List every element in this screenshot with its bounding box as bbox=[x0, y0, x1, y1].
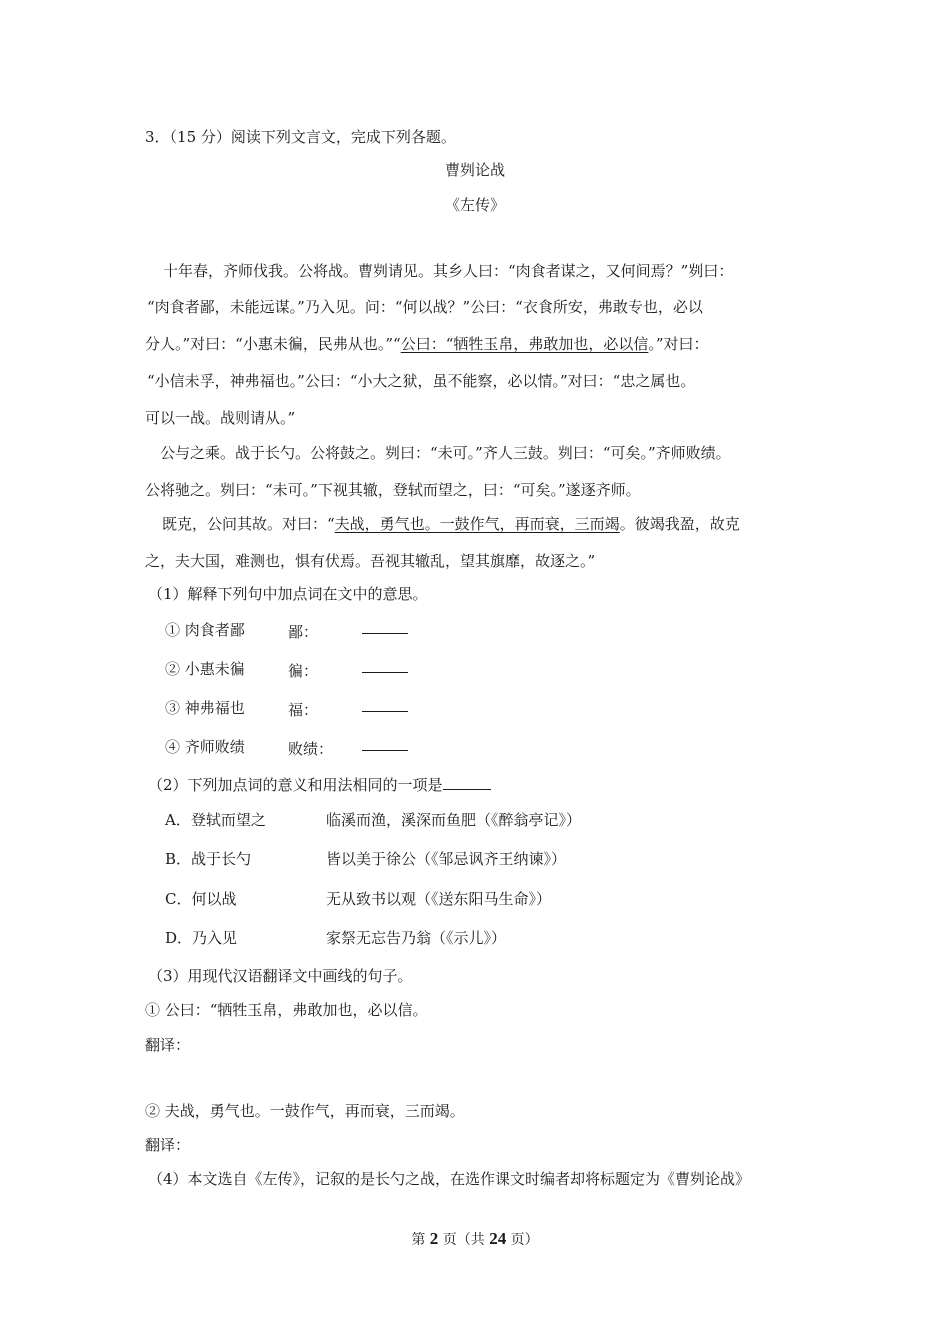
answer-blank[interactable] bbox=[443, 775, 491, 790]
q1-item bbox=[165, 737, 245, 757]
passage-text: 。彼竭我盈，故克 bbox=[619, 515, 740, 533]
q1-phrase: ④ 齐师败绩 bbox=[165, 738, 245, 756]
answer-blank[interactable] bbox=[362, 697, 408, 717]
q1-word: 败绩： bbox=[288, 740, 334, 758]
passage-line bbox=[162, 514, 740, 534]
q1-word: 福： bbox=[288, 701, 319, 719]
page-footer bbox=[0, 1229, 950, 1250]
footer-text: 第 bbox=[411, 1232, 430, 1248]
page-total: 24 bbox=[489, 1229, 507, 1248]
q1-item bbox=[165, 620, 245, 640]
passage-line: 之，夫大国，难测也，惧有伏焉。吾视其辙乱，望其旗靡，故逐之。” bbox=[145, 552, 596, 570]
q2-option-label: C．何以战 bbox=[165, 890, 237, 908]
passage-text: 分人。”对曰：“小惠未徧，民弗从也。”“ bbox=[145, 335, 401, 353]
q3-translate-label: 翻译： bbox=[145, 1136, 191, 1154]
q4-prompt: （4）本文选自《左传》，记叙的是长勺之战，在选作课文时编者却将标题定为《曹刿论战》 bbox=[148, 1170, 751, 1188]
question-intro: 3．（15 分）阅读下列文言文，完成下列各题。 bbox=[145, 128, 456, 146]
q2-option-compare: 临溪而渔，溪深而鱼肥（《醉翁亭记》） bbox=[326, 811, 582, 829]
q1-item bbox=[165, 659, 245, 679]
q3-translate-label: 翻译： bbox=[145, 1036, 191, 1054]
q1-phrase: ③ 神弗福也 bbox=[165, 699, 245, 717]
q1-phrase: ② 小惠未徧 bbox=[165, 660, 245, 678]
answer-blank[interactable] bbox=[362, 736, 408, 756]
passage-text: 既克，公问其故。对曰：“ bbox=[162, 515, 335, 533]
footer-text: 页（共 bbox=[438, 1232, 490, 1248]
q2-prompt bbox=[148, 775, 491, 795]
underlined-sentence-2: 夫战，勇气也。一鼓作气，再而衰，三而竭 bbox=[334, 515, 620, 533]
q3-sentence-2: ② 夫战，勇气也。一鼓作气，再而衰，三而竭。 bbox=[145, 1102, 465, 1120]
passage-line: 可以一战。战则请从。” bbox=[145, 409, 296, 427]
q1-word: 鄙： bbox=[288, 623, 319, 641]
q1-word: 徧： bbox=[288, 662, 319, 680]
q2-option-label: D．乃入见 bbox=[165, 929, 238, 947]
answer-blank[interactable] bbox=[362, 619, 408, 639]
passage-title: 曹刿论战 bbox=[444, 161, 505, 179]
page-number: 2 bbox=[429, 1229, 439, 1248]
q1-phrase: ① 肉食者鄙 bbox=[165, 621, 245, 639]
passage-line: 公与之乘。战于长勺。公将鼓之。刿曰：“未可。”齐人三鼓。刿曰：“可矣。”齐师败绩。 bbox=[160, 444, 731, 462]
passage-text: 。”对曰： bbox=[648, 335, 709, 353]
q2-option-compare: 皆以美于徐公（《邹忌讽齐王纳谏》） bbox=[326, 850, 567, 868]
passage-line bbox=[145, 334, 709, 354]
q2-option-label: A．登轼而望之 bbox=[165, 811, 266, 829]
q2-option-compare: 无从致书以观（《送东阳马生命》） bbox=[326, 890, 552, 908]
q2-prompt-text: （2）下列加点词的意义和用法相同的一项是 bbox=[148, 776, 443, 794]
passage-line: “肉食者鄙，未能远谋。”乃入见。问：“何以战？”公曰：“衣食所安，弗敢专也，必以 bbox=[147, 298, 703, 316]
footer-text: 页） bbox=[506, 1232, 539, 1248]
answer-blank[interactable] bbox=[362, 658, 408, 678]
q3-prompt: （3）用现代汉语翻译文中画线的句子。 bbox=[148, 967, 413, 985]
q3-sentence-1: ① 公曰：“牺牲玉帛，弗敢加也，必以信。 bbox=[145, 1001, 428, 1019]
passage-source: 《左传》 bbox=[444, 196, 505, 214]
q1-item bbox=[165, 698, 245, 718]
underlined-sentence-1: 公曰：“牺牲玉帛，弗敢加也，必以信 bbox=[400, 335, 649, 353]
passage-line: 公将驰之。刿曰：“未可。”下视其辙，登轼而望之，曰：“可矣。”遂逐齐师。 bbox=[145, 481, 641, 499]
passage-line: “小信未孚，神弗福也。”公曰：“小大之狱，虽不能察，必以情。”对曰：“忠之属也。 bbox=[147, 372, 696, 390]
q2-option-label: B．战于长勺 bbox=[165, 850, 252, 868]
passage-line: 十年春，齐师伐我。公将战。曹刿请见。其乡人曰：“肉食者谋之，又何间焉？”刿曰： bbox=[163, 262, 734, 280]
q1-prompt: （1）解释下列句中加点词在文中的意思。 bbox=[148, 585, 428, 603]
q2-option-compare: 家祭无忘告乃翁（《示儿》） bbox=[326, 929, 507, 947]
